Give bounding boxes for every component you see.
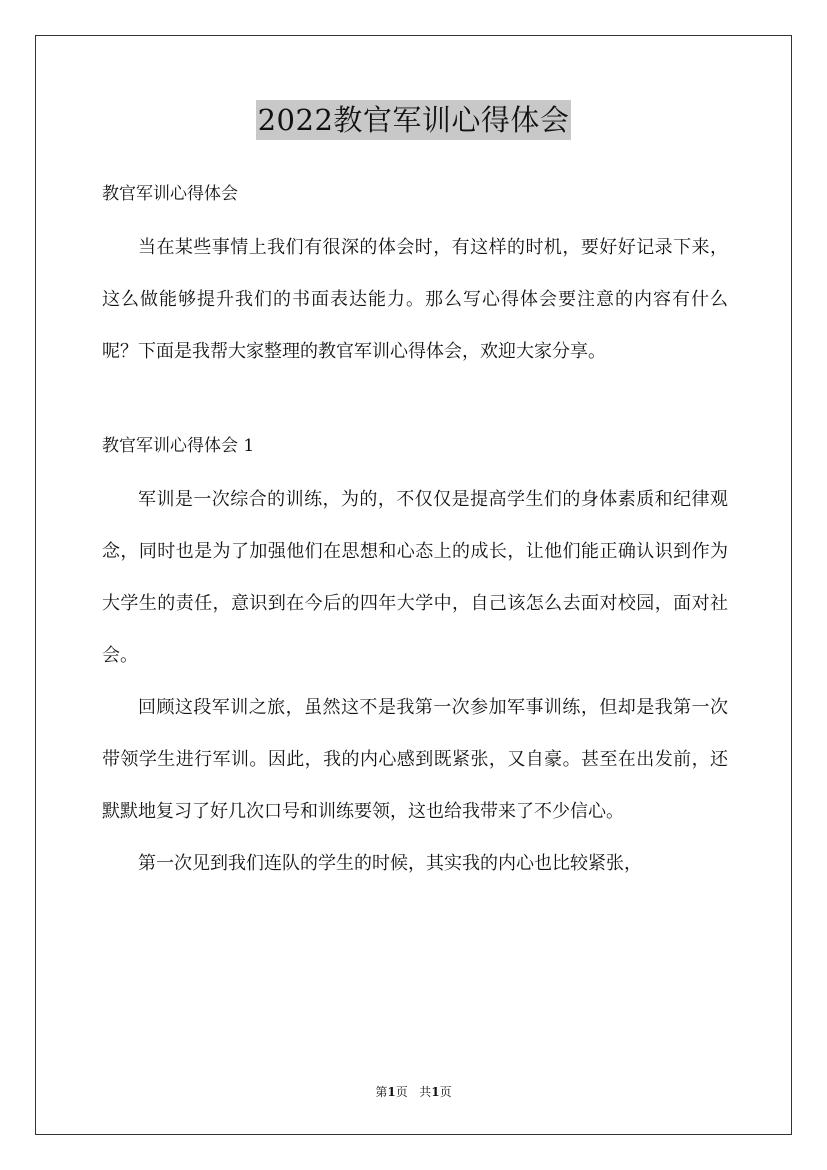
- intro-heading: 教官军训心得体会: [102, 184, 238, 204]
- total-page-number: 1: [431, 1085, 440, 1099]
- current-page-number: 1: [387, 1085, 396, 1099]
- spacer: [102, 378, 728, 422]
- page-mid: 页 共: [395, 1085, 432, 1099]
- body-paragraph: 第一次见到我们连队的学生的时候，其实我的内心也比较紧张，: [138, 853, 642, 874]
- section-heading: 教官军训心得体会 1: [102, 436, 255, 456]
- document-body: [102, 170, 728, 890]
- body-paragraph: 军训是一次综合的训练，为的，不仅仅是提高学生们的身体素质和纪律观念，同时也是为了加强他们在思想和心态上的成长，让他们能正确认识到作为大学生的责任，意识到在今后的四年大学中，自己该怎么去面对校园，面对社会。: [102, 489, 728, 666]
- page-suffix: 页: [439, 1085, 452, 1099]
- body-paragraph: 回顾这段军训之旅，虽然这不是我第一次参加军事训练，但却是我第一次带领学生进行军训。因此，我的内心感到既紧张，又自豪。甚至在出发前，还默默地复习了好几次口号和训练要领，这也给我带来了不少信心。: [102, 697, 728, 822]
- document-title: 2022教官军训心得体会: [256, 100, 572, 140]
- title-container: [0, 100, 827, 140]
- intro-paragraph: 当在某些事情上我们有很深的体会时，有这样的时机，要好好记录下来，这么做能够提升我们的书面表达能力。那么写心得体会要注意的内容有什么呢？下面是我帮大家整理的教官军训心得体会，欢迎大家分享。: [102, 237, 728, 362]
- page-footer: [0, 1082, 827, 1102]
- page-prefix: 第: [375, 1085, 388, 1099]
